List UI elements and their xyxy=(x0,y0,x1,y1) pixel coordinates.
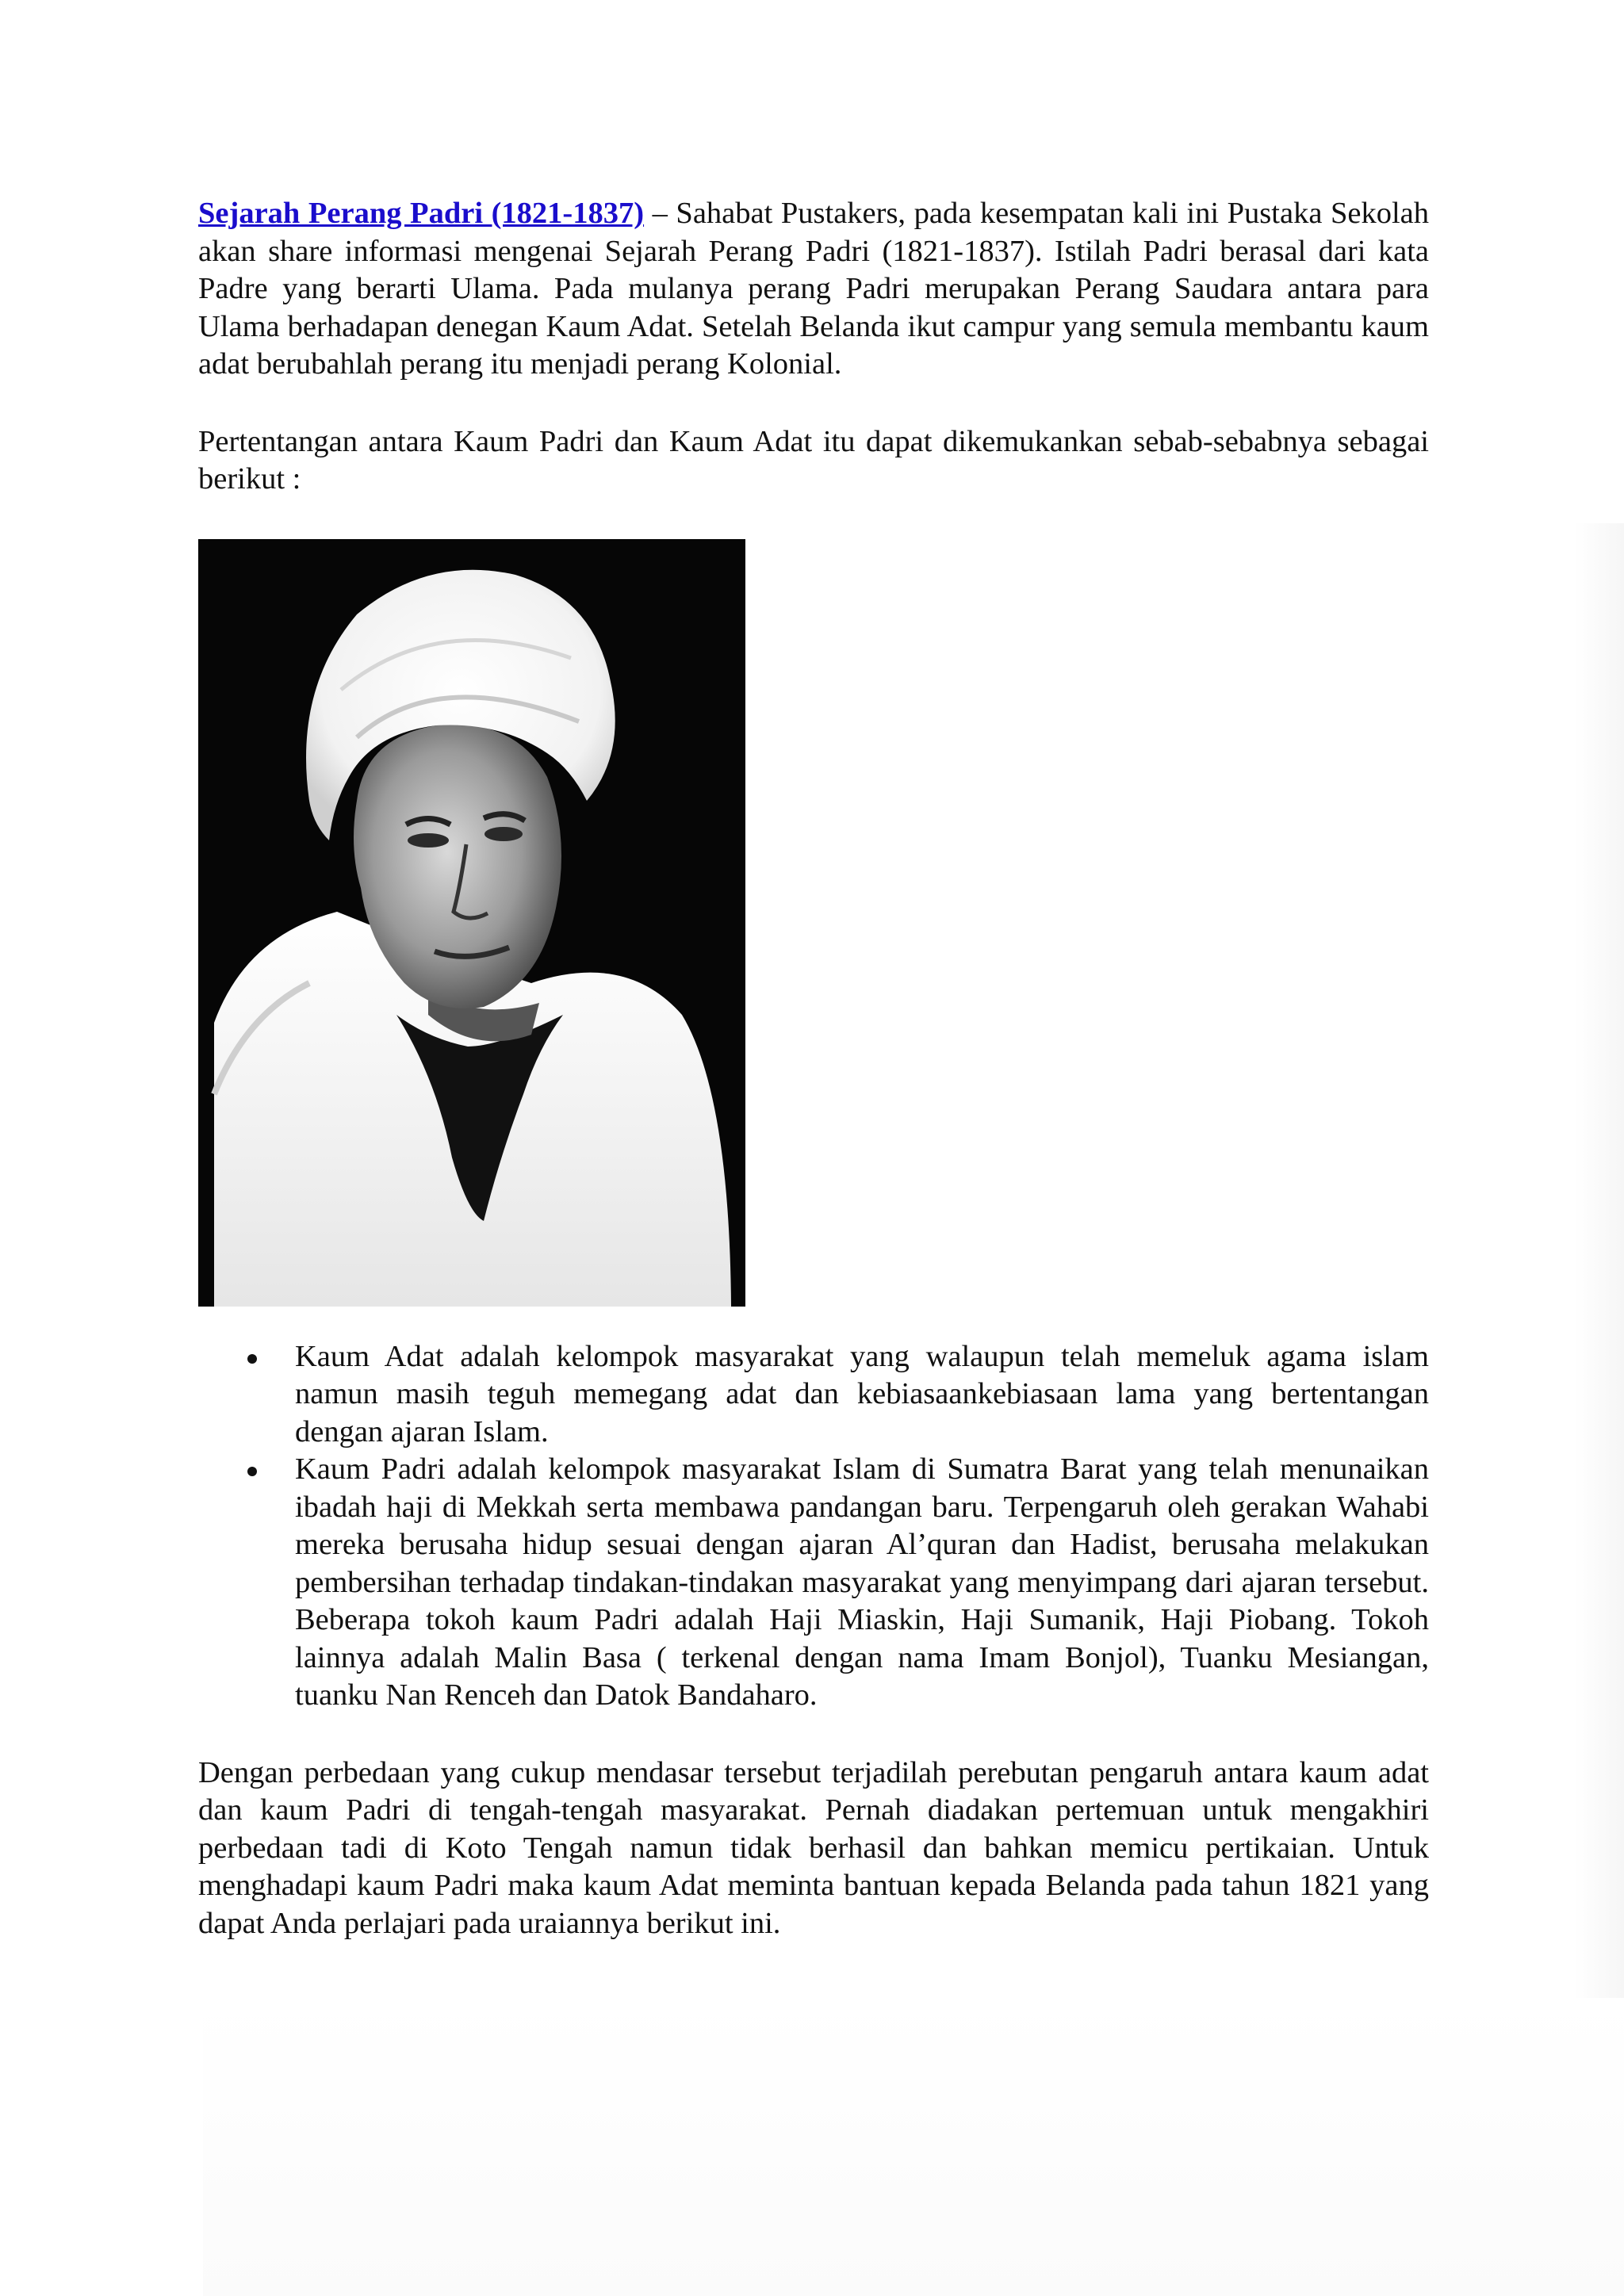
portrait-image xyxy=(198,539,745,1307)
list-item-text: Kaum Padri adalah kelompok masyarakat Islam di Sumatra Barat yang telah menunaikan ibadah haji di Mekkah serta membawa pandangan baru. Terpengaruh oleh gerakan Wahabi mereka berusaha hidup sesuai dengan ajaran Al’quran dan Hadist, berusaha melakukan pembersihan terhadap tindakan-tindakan masyarakat yang menyimpang dari ajaran tersebut. Beberapa tokoh kaum Padri adalah Haji Miaskin, Haji Sumanik, Haji Piobang. Tokoh lainnya adalah Malin Basa ( terkenal dengan nama Imam Bonjol), Tuanku Mesiangan, tuanku Nan Renceh dan Datok Bandaharo. xyxy=(295,1452,1429,1712)
bullet-icon xyxy=(247,1467,257,1476)
article-title-link[interactable]: Sejarah Perang Padri (1821-1837) xyxy=(198,197,645,230)
conclusion-paragraph: Dengan perbedaan yang cukup mendasar tersebut terjadilah perebutan pengaruh antara kaum adat dan kaum Padri di tengah-tengah masyarakat. Pernah diadakan pertemuan untuk mengakhiri perbedaan tadi di Koto Tengah namun tidak berhasil dan bahkan memicu pertikaian. Untuk menghadapi kaum Padri maka kaum Adat meminta bantuan kepada Belanda pada tahun 1821 yang dapat Anda perlajari pada uraiannya berikut ini. xyxy=(198,1755,1429,1940)
page-bottom-shade xyxy=(203,1998,1624,2296)
list-item xyxy=(198,1338,1429,1452)
list-item xyxy=(198,1451,1429,1715)
causes-intro-paragraph: Pertentangan antara Kaum Padri dan Kaum Adat itu dapat dikemukankan sebab-sebabnya sebagai berikut : xyxy=(198,424,1429,496)
intro-text: – Sahabat Pustakers, pada kesempatan kali ini Pustaka Sekolah akan share informasi mengenai Sejarah Perang Padri (1821-1837). Istilah Padri berasal dari kata Padre yang berarti Ulama. Pada mulanya perang Padri merupakan Perang Saudara antara para Ulama berhadapan denegan Kaum Adat. Setelah Belanda ikut campur yang semula membantu kaum adat berubahlah perang itu menjadi perang Kolonial. xyxy=(198,197,1429,381)
bullet-icon xyxy=(247,1354,257,1364)
intro-paragraph xyxy=(198,195,1429,384)
document-page xyxy=(198,195,1429,1942)
causes-list xyxy=(198,1338,1429,1715)
portrait-illustration xyxy=(198,539,745,1307)
list-item-text: Kaum Adat adalah kelompok masyarakat yang walaupun telah memeluk agama islam namun masih teguh memegang adat dan kebiasaankebiasaan lama yang bertentangan dengan ajaran Islam. xyxy=(295,1339,1429,1448)
